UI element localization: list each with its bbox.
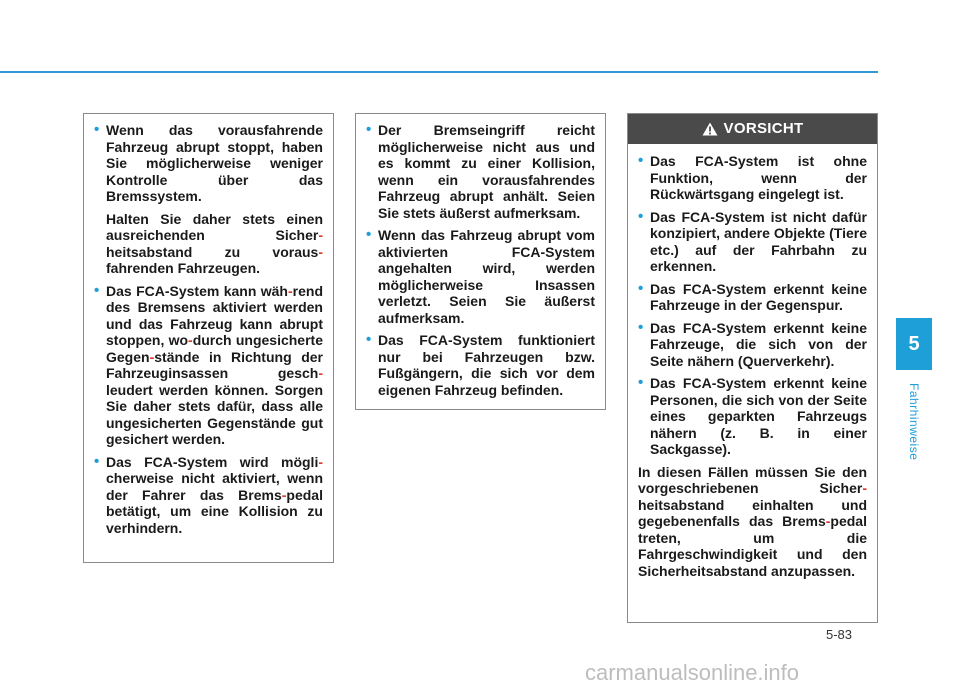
caution-closing: In diesen Fällen müssen Sie den vorgeschriebenen Sicher-heitsabstand einhalten und gegebenenfalls das Brems-pedal treten, um die Fahrgeschwindigkeit und den Sicherheitsabstand anzupassen. — [638, 463, 867, 579]
page-number: 5-83 — [826, 627, 853, 642]
caution-body — [628, 144, 877, 587]
list-item: • Wenn das vorausfahrende Fahrzeug abrupt stoppt, haben Sie möglicherweise weniger Kontrolle über das Bremssystem. — [94, 122, 323, 205]
caution-item: • Das FCA-System ist ohne Funktion, wenn der Rückwärtsgang eingelegt ist. — [638, 153, 867, 203]
chapter-tab — [896, 318, 932, 370]
list-item: • Das FCA-System wird mögli-cherweise nicht aktiviert, wenn der Fahrer das Brems-pedal betätigt, um eine Kollision zu verhindern. — [94, 454, 323, 537]
caution-box — [627, 113, 878, 623]
caution-item: • Das FCA-System erkennt keine Fahrzeuge, die sich von der Seite nähern (Querverkehr). — [638, 320, 867, 370]
list-paragraph: Halten Sie daher stets einen ausreichenden Sicher-heitsabstand zu voraus-fahrenden Fahrzeugen. — [106, 210, 323, 276]
caution-title: VORSICHT — [723, 119, 804, 137]
chapter-number: 5 — [908, 332, 920, 355]
caution-item: • Das FCA-System ist nicht dafür konzipiert, andere Objekte (Tiere etc.) auf der Fahrbahn zu erkennen. — [638, 209, 867, 275]
warning-triangle-icon — [702, 122, 718, 136]
watermark: carmanualsonline.info — [585, 660, 800, 685]
warning-box-2 — [355, 113, 606, 410]
caution-item: • Das FCA-System erkennt keine Fahrzeuge in der Gegenspur. — [638, 281, 867, 314]
list-item: • Das FCA-System kann wäh-rend des Bremsens aktiviert werden und das Fahrzeug kann abrupt stoppen, wo-durch ungesicherte Gegen-stände in Richtung der Fahrzeuginsassen gesch-leudert werden können. Sorgen Sie daher stets dafür, dass alle ungesicherten Gegenstände gut gesichert werden. — [94, 283, 323, 448]
warning-box-1 — [83, 113, 334, 563]
list-item: • Der Bremseingriff reicht möglicherweise nicht aus und es kommt zu einer Kollision, wenn ein vorausfahrendes Fahrzeug abrupt anhält. Seien Sie stets äußerst aufmerksam. — [366, 122, 595, 221]
caution-header — [628, 114, 877, 144]
list-item: • Wenn das Fahrzeug abrupt vom aktivierten FCA-System angehalten wird, werden möglicherweise Insassen verletzt. Seien Sie äußerst aufmerksam. — [366, 227, 595, 326]
caution-item: • Das FCA-System erkennt keine Personen, die sich von der Seite eines geparkten Fahrzeugs nähern (z. B. in einer Sackgasse). — [638, 375, 867, 458]
list-item: • Das FCA-System funktioniert nur bei Fahrzeugen bzw. Fußgängern, die sich vor dem eigenen Fahrzeug befinden. — [366, 332, 595, 398]
chapter-label: Fahrhinweise — [907, 383, 921, 461]
header-rule — [0, 71, 878, 73]
